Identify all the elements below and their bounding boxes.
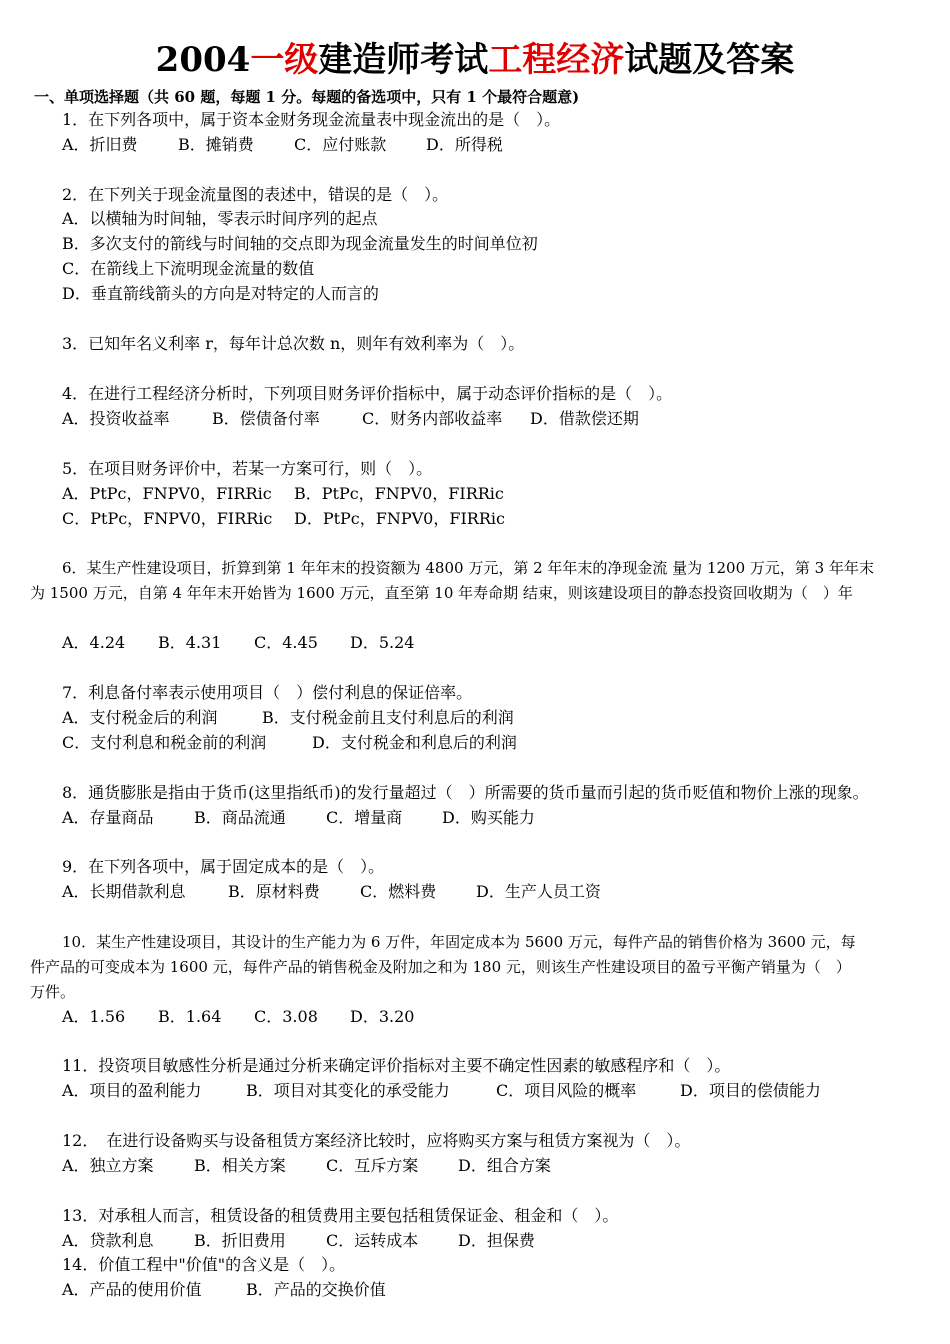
option-a: A．折旧费 (62, 135, 138, 154)
question-5-options-cd (62, 508, 505, 530)
option-b: B．产品的交换价值 (246, 1280, 386, 1299)
question-9-options (62, 881, 601, 903)
option-d: D．借款偿还期 (530, 409, 639, 428)
option-c: C．支付利息和税金前的利润 (62, 733, 267, 752)
question-14-stem: 14．价值工程中"价值"的含义是（ ）。 (62, 1255, 346, 1274)
option-c: C．燃料费 (360, 882, 437, 901)
question-7-options-cd (62, 732, 517, 754)
question-9-stem: 9．在下列各项中，属于固定成本的是（ ）。 (62, 857, 385, 876)
question-5-stem: 5．在项目财务评价中，若某一方案可行，则（ ）。 (62, 459, 433, 478)
question-11-options (62, 1080, 821, 1102)
option-a: A．1.56 (62, 1007, 126, 1026)
option-b: B．项目对其变化的承受能力 (246, 1081, 450, 1100)
option-d: D．3.20 (350, 1007, 415, 1026)
option-c: C．财务内部收益率 (362, 409, 503, 428)
question-14-options (62, 1279, 386, 1301)
question-10-stem-line1: 10．某生产性建设项目，其设计的生产能力为 6 万件，年固定成本为 5600 万元，每件产品的销售价格为 3600 元，每 (62, 933, 856, 951)
question-13-options (62, 1230, 535, 1252)
option-d: D．支付税金和利息后的利润 (312, 733, 517, 752)
title-suffix: 试题及答案 (624, 40, 795, 80)
option-a: A．以横轴为时间轴，零表示时间序列的起点 (62, 209, 378, 228)
option-b: B．1.64 (158, 1007, 222, 1026)
question-2-stem: 2．在下列关于现金流量图的表述中，错误的是（ ）。 (62, 185, 449, 204)
question-4-options (62, 408, 639, 430)
question-10-options (62, 1006, 414, 1028)
option-a: A．独立方案 (62, 1156, 154, 1175)
section-heading: 一、单项选择题（共 60 题，每题 1 分。每题的备选项中，只有 1 个最符合题意) (34, 88, 580, 106)
option-d: D．担保费 (458, 1231, 535, 1250)
option-a: A．存量商品 (62, 808, 154, 827)
option-c: C．在箭线上下流明现金流量的数值 (62, 259, 315, 278)
option-c: C．互斥方案 (326, 1156, 419, 1175)
option-a: A．4.24 (62, 633, 126, 652)
question-3-stem: 3．已知年名义利率 r，每年计总次数 n，则年有效利率为（ ）。 (62, 334, 525, 353)
option-d: D．组合方案 (458, 1156, 551, 1175)
option-d: D．生产人员工资 (476, 882, 601, 901)
option-a: A．投资收益率 (62, 409, 170, 428)
option-a: A．贷款利息 (62, 1231, 154, 1250)
option-c: C．应付账款 (294, 135, 387, 154)
title-subject: 工程经济 (488, 40, 625, 80)
question-5-options-ab (62, 483, 504, 505)
option-a: A．长期借款利息 (62, 882, 186, 901)
option-d: D．垂直箭线箭头的方向是对特定的人而言的 (62, 284, 379, 303)
option-b: B．摊销费 (178, 135, 254, 154)
question-12-stem: 12． 在进行设备购买与设备租赁方案经济比较时，应将购买方案与租赁方案视为（ ）。 (62, 1131, 691, 1150)
question-8-stem: 8．通货膨胀是指由于货币(这里指纸币)的发行量超过（ ）所需要的货币量而引起的货币贬值和物价上涨的现象。 (62, 783, 869, 802)
question-13-stem: 13．对承租人而言，租赁设备的租赁费用主要包括租赁保证金、租金和（ ）。 (62, 1206, 619, 1225)
title-level: 一级 (250, 40, 319, 80)
option-c: C．3.08 (254, 1007, 318, 1026)
option-b: B．相关方案 (194, 1156, 286, 1175)
option-d: D．项目的偿债能力 (680, 1081, 821, 1100)
option-b: B．PtPc，FNPV0，FIRRic (294, 484, 504, 503)
option-b: B．4.31 (158, 633, 222, 652)
option-c: C．运转成本 (326, 1231, 419, 1250)
question-12-options (62, 1155, 551, 1177)
option-b: B．原材料费 (228, 882, 320, 901)
option-c: C．项目风险的概率 (496, 1081, 637, 1100)
option-a: A．支付税金后的利润 (62, 708, 218, 727)
option-b: B．多次支付的箭线与时间轴的交点即为现金流量发生的时间单位初 (62, 234, 538, 253)
question-6-stem-line1: 6．某生产性建设项目，折算到第 1 年年末的投资额为 4800 万元，第 2 年年末的净现金流 量为 1200 万元，第 3 年年末 (62, 559, 874, 577)
option-b: B．偿债备付率 (212, 409, 320, 428)
option-b: B．折旧费用 (194, 1231, 286, 1250)
question-7-stem: 7．利息备付率表示使用项目（ ）偿付利息的保证倍率。 (62, 683, 473, 702)
option-a: A．项目的盈利能力 (62, 1081, 202, 1100)
option-b: B．商品流通 (194, 808, 286, 827)
title-year: 2004 (155, 40, 251, 80)
question-11-stem: 11．投资项目敏感性分析是通过分析来确定评价指标对主要不确定性因素的敏感程序和（ ）。 (62, 1056, 731, 1075)
question-4-stem: 4．在进行工程经济分析时，下列项目财务评价指标中，属于动态评价指标的是（ ）。 (62, 384, 673, 403)
title-exam: 建造师考试 (318, 40, 489, 80)
option-c: C．增量商 (326, 808, 403, 827)
question-1-stem: 1．在下列各项中，属于资本金财务现金流量表中现金流出的是（ ）。 (62, 110, 561, 129)
question-8-options (62, 807, 535, 829)
option-d: D．所得税 (426, 135, 503, 154)
question-1-options (62, 134, 503, 156)
option-c: C．PtPc，FNPV0，FIRRic (62, 509, 273, 528)
question-10-stem-line2: 件产品的可变成本为 1600 元，每件产品的销售税金及附加之和为 180 元，则该生产性建设项目的盈亏平衡产销量为（ ） (30, 958, 851, 976)
option-b: B．支付税金前且支付利息后的利润 (262, 708, 514, 727)
option-d: D．PtPc，FNPV0，FIRRic (294, 509, 505, 528)
document-title (0, 38, 950, 82)
option-d: D．5.24 (350, 633, 415, 652)
question-10-stem-line3: 万件。 (30, 983, 76, 1001)
option-a: A．产品的使用价值 (62, 1280, 202, 1299)
option-a: A．PtPc，FNPV0，FIRRic (62, 484, 272, 503)
question-7-options-ab (62, 707, 514, 729)
question-6-options (62, 632, 414, 654)
option-c: C．4.45 (254, 633, 318, 652)
question-6-stem-line2: 为 1500 万元，自第 4 年年末开始皆为 1600 万元，直至第 10 年寿命期 结束，则该建设项目的静态投资回收期为（ ）年 (30, 584, 853, 602)
option-d: D．购买能力 (442, 808, 535, 827)
